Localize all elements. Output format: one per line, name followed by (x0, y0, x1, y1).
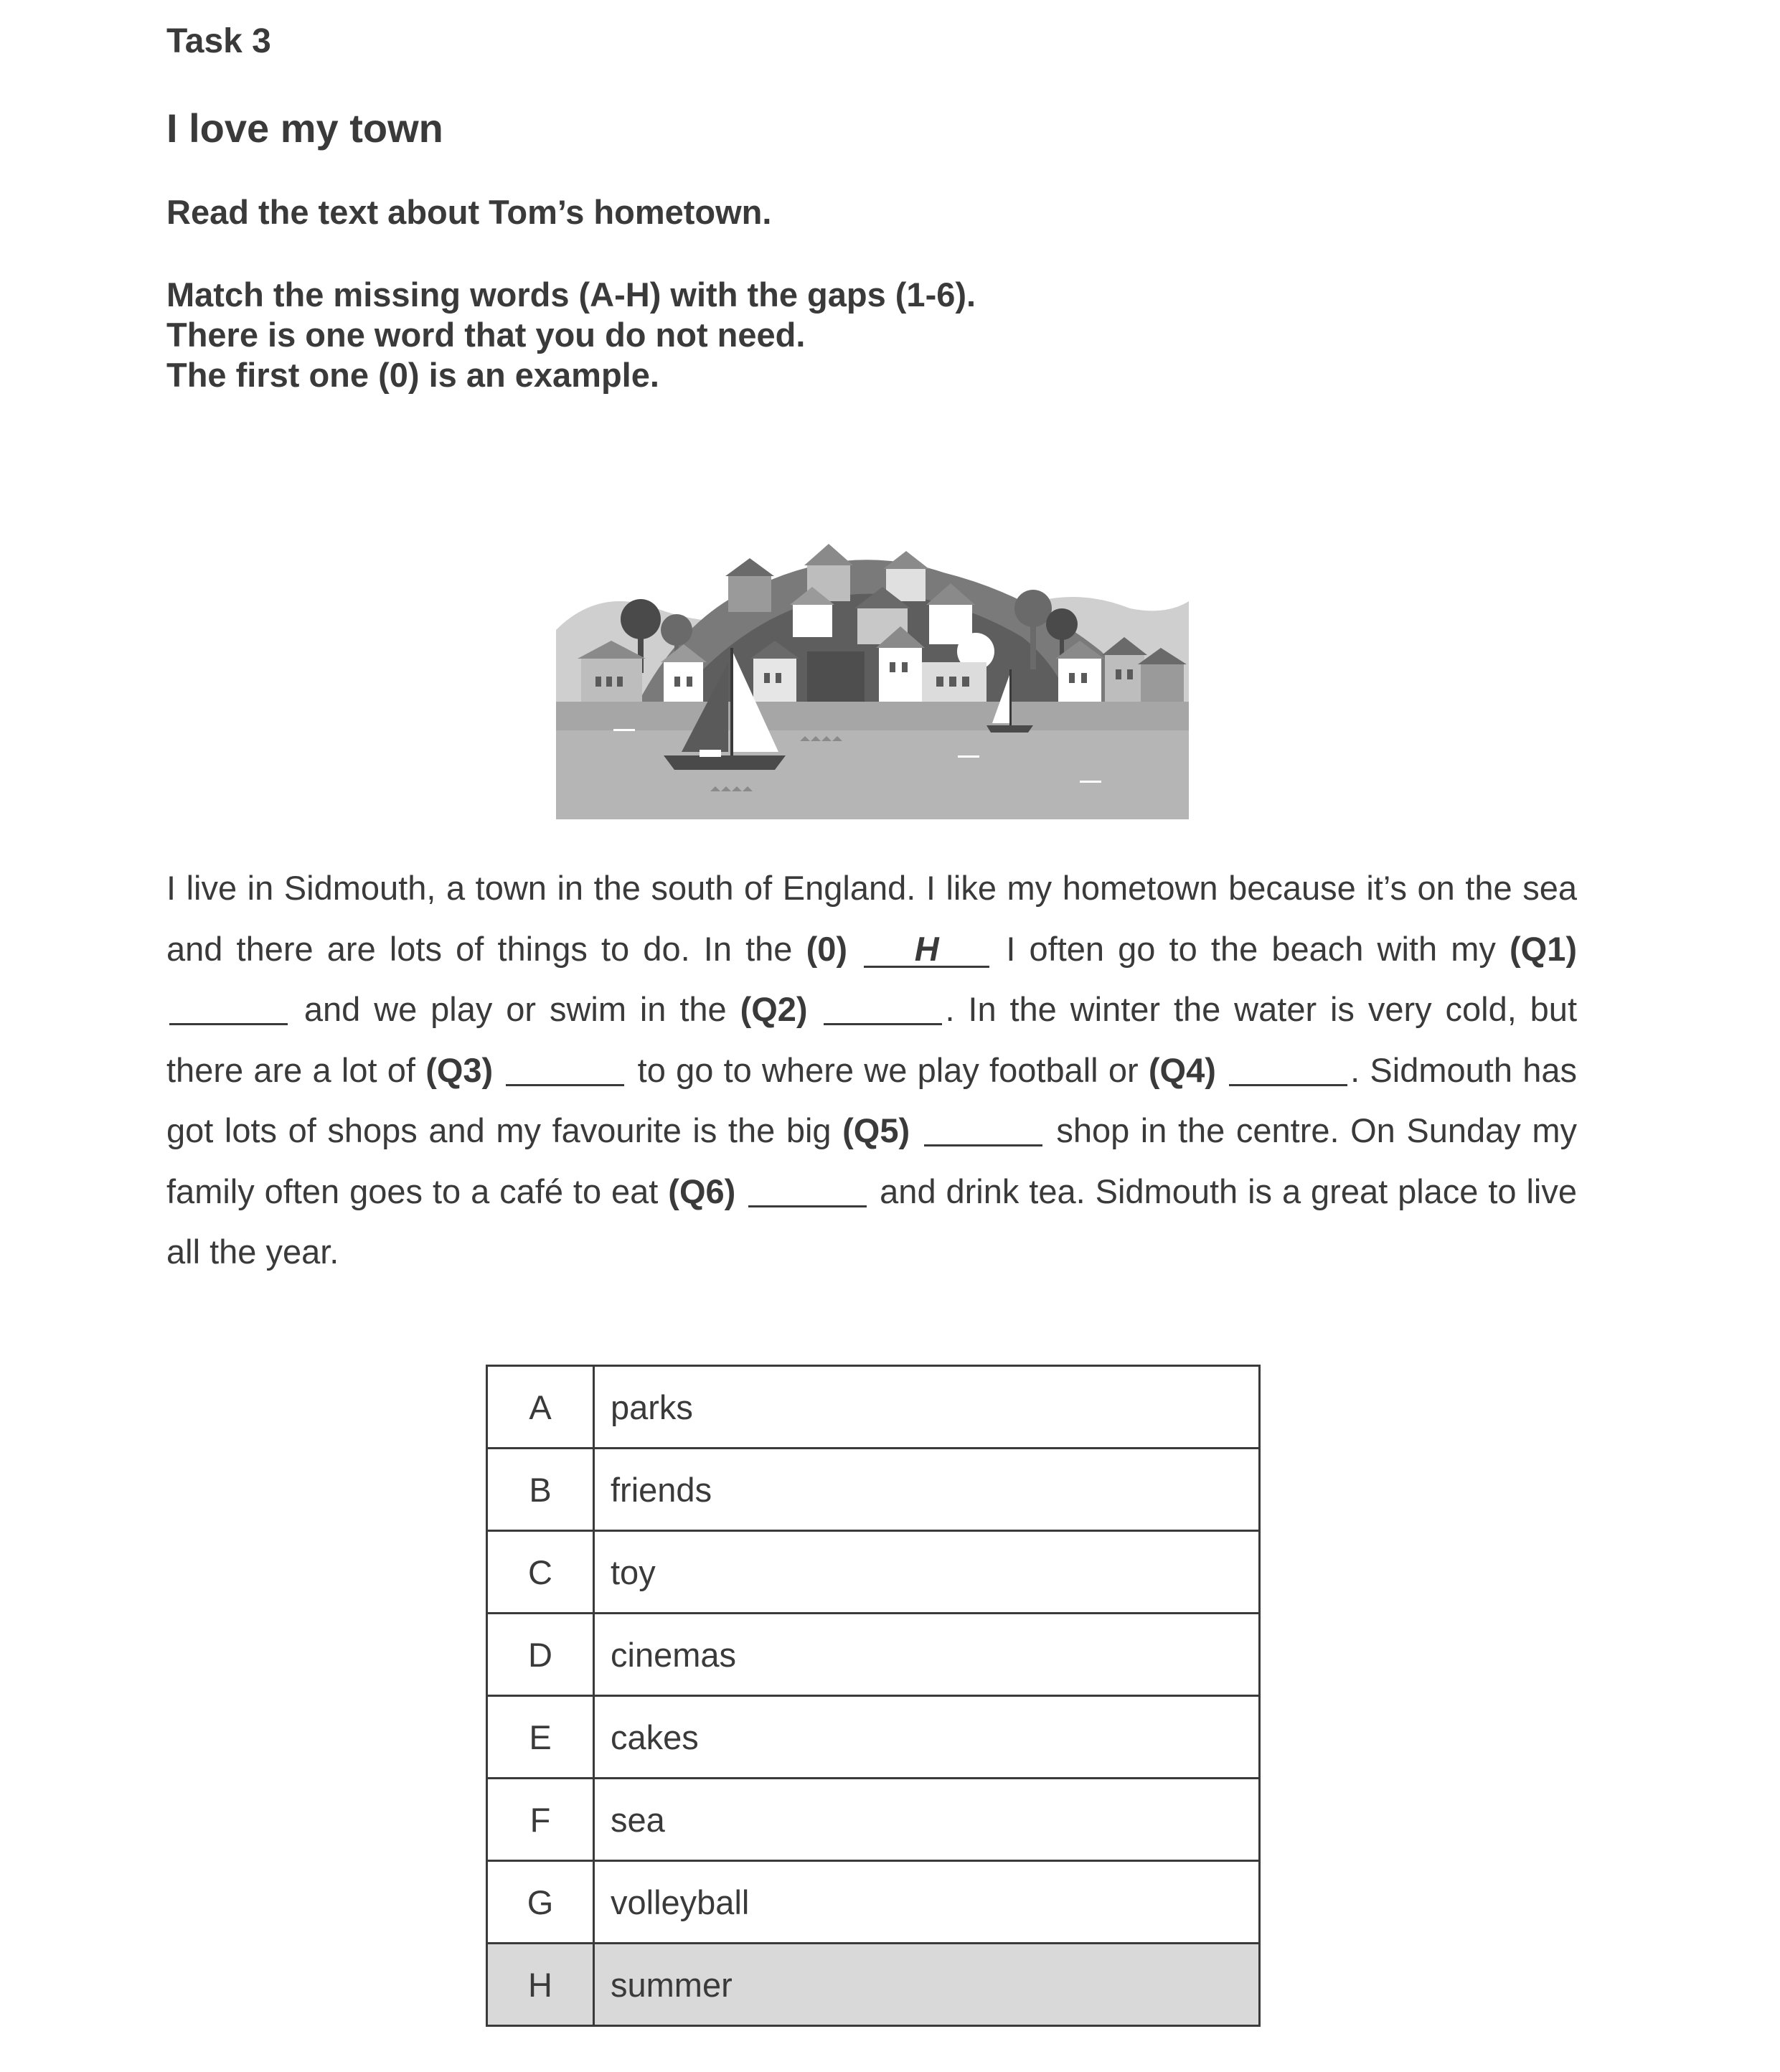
passage-text: I often go to the beach with my (1006, 929, 1496, 968)
answer-gap-q4[interactable] (1229, 1050, 1347, 1086)
instruction-line: The first one (0) is an example. (166, 356, 659, 394)
answer-gap-q1[interactable] (169, 989, 288, 1025)
reading-instruction: Read the text about Tom’s hometown. (166, 193, 772, 231)
gap-marker-q1: (Q1) (1510, 929, 1578, 968)
option-word: cinemas (594, 1614, 1260, 1696)
option-letter: F (487, 1779, 594, 1861)
option-row (487, 1531, 1260, 1614)
option-letter: B (487, 1449, 594, 1531)
option-letter: H (487, 1944, 594, 2026)
answer-gap-q6[interactable] (748, 1172, 867, 1207)
matching-instructions (166, 275, 976, 395)
option-letter: A (487, 1366, 594, 1449)
option-row (487, 1366, 1260, 1449)
seaside-town-illustration (556, 436, 1189, 819)
option-word: sea (594, 1779, 1260, 1861)
answer-gap-q2[interactable] (824, 989, 942, 1025)
example-option-row (487, 1944, 1260, 2026)
option-row (487, 1779, 1260, 1861)
gap-marker-q2: (Q2) (740, 990, 808, 1028)
answer-gap-q5[interactable] (924, 1111, 1042, 1146)
instruction-line: Match the missing words (A-H) with the gaps (1-6). (166, 276, 976, 314)
option-letter: E (487, 1696, 594, 1779)
gap-marker-q3: (Q3) (425, 1050, 494, 1089)
gap-marker-q5: (Q5) (842, 1111, 910, 1149)
gap-marker-q6: (Q6) (668, 1172, 736, 1210)
option-word: cakes (594, 1696, 1260, 1779)
option-word: summer (594, 1944, 1260, 2026)
passage-text: and drink tea. Sidmouth is a great place to live all the year. (166, 1172, 1578, 1271)
passage-text: to go to where we play football or (637, 1050, 1139, 1089)
instruction-line: There is one word that you do not need. (166, 316, 806, 354)
page-title: I love my town (166, 105, 443, 151)
passage-text: shop in the centre. On Sunday my family often goes to a café to eat (166, 1111, 1578, 1210)
option-row (487, 1861, 1260, 1944)
option-letter: D (487, 1614, 594, 1696)
passage-text: I live in Sidmouth, a town in the south of England. I like my hometown because it’s on the sea and there are lots of things to do. In the (166, 869, 1577, 968)
passage-text: . Sidmouth has got lots of shops and my favourite is the big (166, 1050, 1577, 1149)
option-row (487, 1696, 1260, 1779)
option-letter: G (487, 1861, 594, 1944)
passage-text: . In the winter the water is very cold, but there are a lot of (166, 990, 1577, 1089)
option-letter: C (487, 1531, 594, 1614)
example-answer: H (864, 932, 989, 968)
option-row (487, 1449, 1260, 1531)
option-word: parks (594, 1366, 1260, 1449)
reading-passage (166, 858, 1577, 1283)
task-label: Task 3 (166, 22, 271, 60)
gap-marker-q4: (Q4) (1148, 1050, 1216, 1089)
gap-marker-0: (0) (806, 929, 848, 968)
answer-gap-q3[interactable] (506, 1050, 624, 1086)
option-word: volleyball (594, 1861, 1260, 1944)
option-row (487, 1614, 1260, 1696)
passage-text: and we play or swim in the (303, 990, 727, 1028)
option-word: toy (594, 1531, 1260, 1614)
word-options-table (486, 1365, 1261, 2027)
option-word: friends (594, 1449, 1260, 1531)
